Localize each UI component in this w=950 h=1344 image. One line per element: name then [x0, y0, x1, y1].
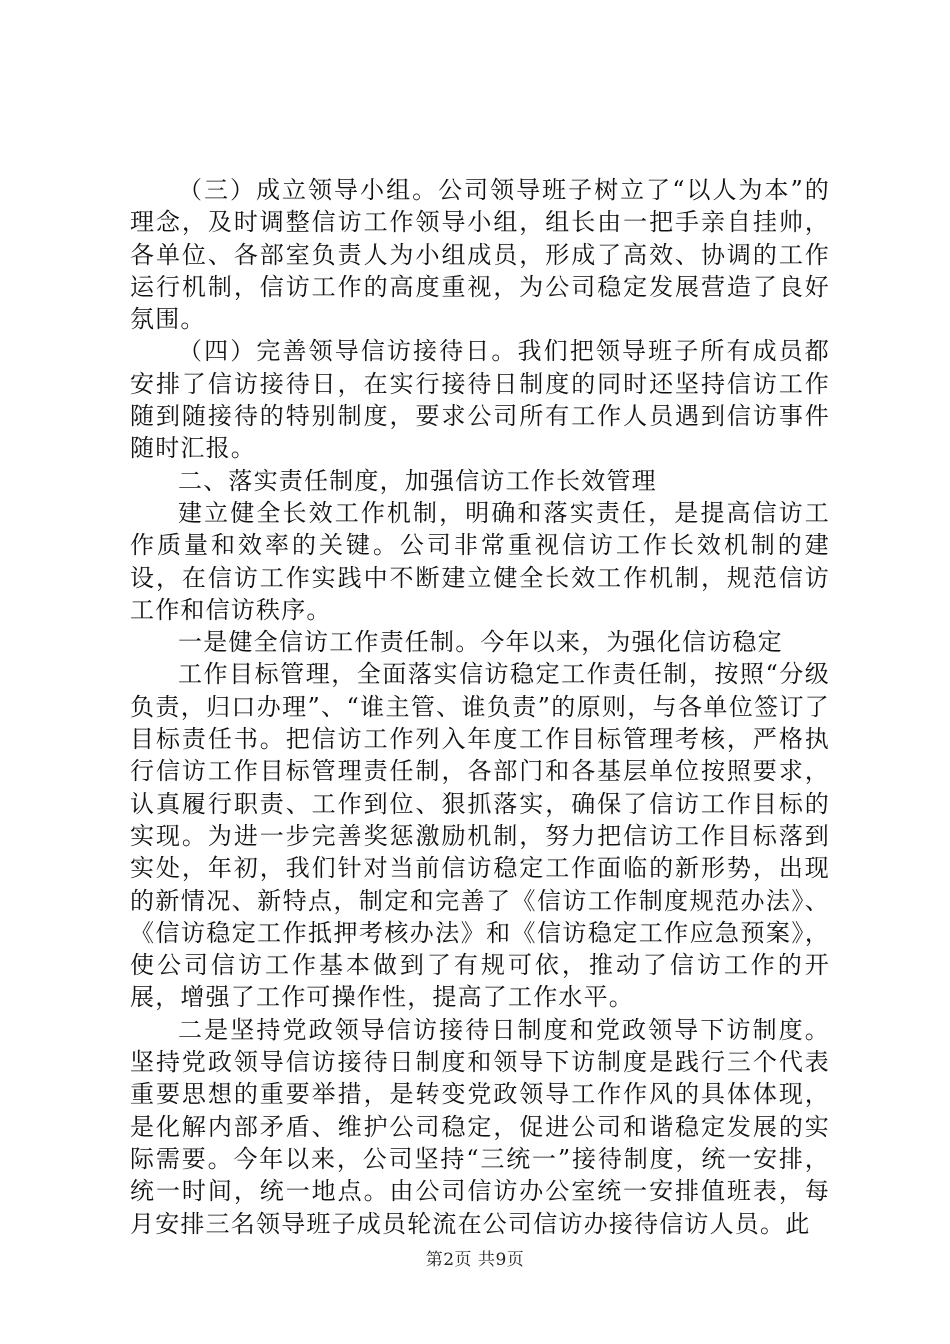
page-number-footer: 第2页 共9页: [425, 1250, 525, 1270]
paragraph-responsibility-intro: 一是健全信访工作责任制。今年以来，为强化信访稳定: [178, 628, 783, 657]
paragraph-responsibility-detail: 工作目标管理，全面落实信访稳定工作责任制，按照“分级负责，归口办理”、“谁主管、谁负责”的原则，与各单位签订了目标责任书。把信访工作列入年度工作目标管理考核，严格执行信访工作目标管理责任制，各部门和各基层单位按照要求，认真履行职责、工作到位、狠抓落实，确保了信访工作目标的实现。为进一步完善奖惩激励机制，努力把信访工作目标落到实处，年初，我们针对当前信访稳定工作面临的新形势，出现的新情况、新特点，制定和完善了《信访工作制度规范办法》、《信访稳定工作抵押考核办法》和《信访稳定工作应急预案》，使公司信访工作基本做到了有规可依，推动了信访工作的开展，增强了工作可操作性，提高了工作水平。: [130, 660, 830, 1012]
paragraph-section-three: （三）成立领导小组。公司领导班子树立了“以人为本”的理念，及时调整信访工作领导小组，组长由一把手亲自挂帅，各单位、各部室负责人为小组成员，形成了高效、协调的工作运行机制，信访工作的高度重视，为公司稳定发展营造了良好氛围。: [130, 176, 830, 334]
paragraph-long-term-mechanism: 建立健全长效工作机制，明确和落实责任，是提高信访工作质量和效率的关键。公司非常重视信访工作长效机制的建设，在信访工作实践中不断建立健全长效工作机制，规范信访工作和信访秩序。: [130, 498, 830, 624]
paragraph-reception-day: 二是坚持党政领导信访接待日制度和党政领导下访制度。坚持党政领导信访接待日制度和领导下访制度是践行三个代表重要思想的重要举措，是转变党政领导工作作风的具体体现，是化解内部矛盾、维护公司稳定，促进公司和谐稳定发展的实际需要。今年以来，公司坚持“三统一”接待制度，统一安排，统一时间，统一地点。由公司信访办公室统一安排值班表，每月安排三名领导班子成员轮流在公司信访办接待信访人员。此: [130, 1015, 830, 1238]
document-body: [130, 174, 830, 1240]
paragraph-section-four: （四）完善领导信访接待日。我们把领导班子所有成员都安排了信访接待日，在实行接待日制度的同时还坚持信访工作随到随接待的特别制度，要求公司所有工作人员遇到信访事件随时汇报。: [130, 337, 830, 463]
section-heading-two: 二、落实责任制度，加强信访工作长效管理: [178, 466, 657, 495]
